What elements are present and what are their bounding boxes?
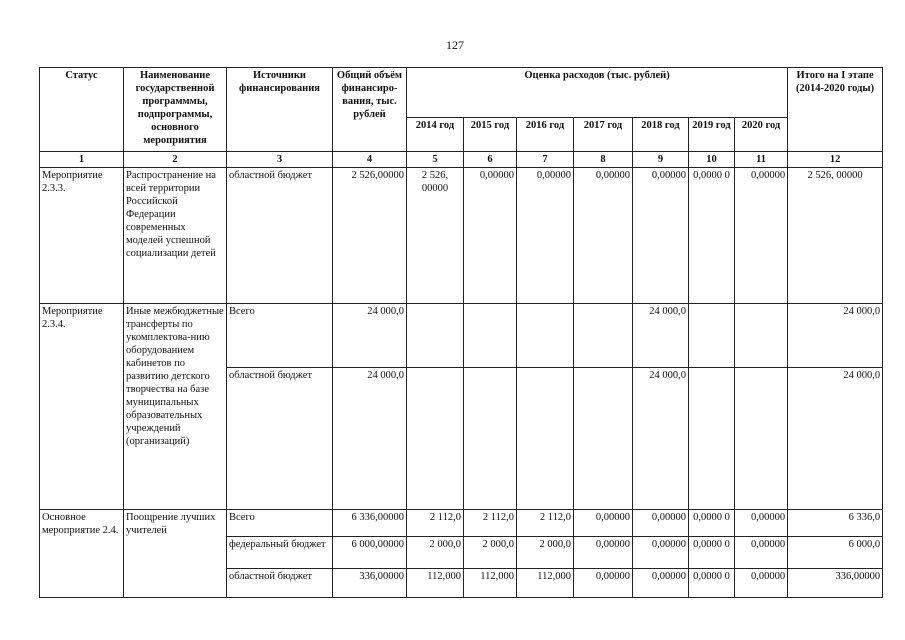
row-name: Распространение на всей территории Российской Федерации современных моделей успешной социализации детей xyxy=(124,168,227,304)
row-year-value: 2 526, 00000 xyxy=(407,168,464,304)
row-source: Всего xyxy=(227,510,333,537)
column-number: 7 xyxy=(517,152,574,168)
row-year-value: 0,00000 xyxy=(464,168,517,304)
financing-table xyxy=(39,67,883,598)
row-stage-total: 6 336,0 xyxy=(788,510,883,537)
year-header: 2019 год xyxy=(689,118,735,152)
row-year-value xyxy=(735,304,788,368)
row-year-value: 0,00000 xyxy=(735,569,788,598)
column-number: 12 xyxy=(788,152,883,168)
row-year-value xyxy=(517,368,574,510)
row-year-value: 0,00000 xyxy=(574,537,633,569)
row-status: Мероприятие 2.3.4. xyxy=(40,304,124,510)
row-year-value: 2 112,0 xyxy=(464,510,517,537)
row-total: 6 336,00000 xyxy=(333,510,407,537)
row-year-value: 24 000,0 xyxy=(633,368,689,510)
column-number: 2 xyxy=(124,152,227,168)
row-year-value xyxy=(517,304,574,368)
header-total: Общий объём финансиро-вания, тыс. рублей xyxy=(333,68,407,152)
row-total: 336,00000 xyxy=(333,569,407,598)
column-number: 8 xyxy=(574,152,633,168)
row-name: Иные межбюджетные трансферты по укомплектова-нию оборудованием кабинетов по развитию детского творчества на базе муниципальных образовательных учреждений (организаций) xyxy=(124,304,227,510)
row-year-value: 0,0000 0 xyxy=(689,168,735,304)
column-number: 6 xyxy=(464,152,517,168)
row-year-value xyxy=(407,368,464,510)
row-source: областной бюджет xyxy=(227,368,333,510)
year-header: 2014 год xyxy=(407,118,464,152)
row-year-value: 0,0000 0 xyxy=(689,569,735,598)
header-estimate: Оценка расходов (тыс. рублей) xyxy=(407,68,788,118)
row-year-value xyxy=(464,304,517,368)
row-year-value: 0,00000 xyxy=(574,569,633,598)
row-name: Поощрение лучших учителей xyxy=(124,510,227,598)
page-number: 127 xyxy=(446,38,464,52)
row-year-value xyxy=(689,304,735,368)
header-status: Статус xyxy=(40,68,124,152)
row-year-value: 112,000 xyxy=(407,569,464,598)
column-number: 9 xyxy=(633,152,689,168)
table-row xyxy=(40,510,883,537)
row-stage-total: 24 000,0 xyxy=(788,304,883,368)
row-year-value xyxy=(574,368,633,510)
row-stage-total: 2 526, 00000 xyxy=(788,168,883,304)
row-year-value: 0,00000 xyxy=(735,168,788,304)
row-year-value: 2 000,0 xyxy=(407,537,464,569)
header-stage-total: Итого на I этапе (2014-2020 годы) xyxy=(788,68,883,152)
row-year-value: 2 000,0 xyxy=(464,537,517,569)
row-year-value: 0,00000 xyxy=(574,168,633,304)
row-year-value: 0,00000 xyxy=(633,510,689,537)
row-total: 6 000,00000 xyxy=(333,537,407,569)
row-year-value xyxy=(464,368,517,510)
row-year-value: 0,00000 xyxy=(735,510,788,537)
row-year-value xyxy=(574,304,633,368)
row-year-value: 112,000 xyxy=(517,569,574,598)
row-status: Мероприятие 2.3.3. xyxy=(40,168,124,304)
row-total: 24 000,0 xyxy=(333,304,407,368)
row-year-value: 2 000,0 xyxy=(517,537,574,569)
row-year-value: 0,00000 xyxy=(633,537,689,569)
row-year-value: 0,0000 0 xyxy=(689,510,735,537)
row-year-value xyxy=(735,368,788,510)
row-total: 2 526,00000 xyxy=(333,168,407,304)
row-total: 24 000,0 xyxy=(333,368,407,510)
row-year-value: 0,00000 xyxy=(735,537,788,569)
row-year-value: 2 112,0 xyxy=(517,510,574,537)
year-header: 2017 год xyxy=(574,118,633,152)
year-header: 2016 год xyxy=(517,118,574,152)
column-number: 5 xyxy=(407,152,464,168)
row-year-value: 0,00000 xyxy=(633,168,689,304)
column-number: 4 xyxy=(333,152,407,168)
row-year-value: 0,00000 xyxy=(633,569,689,598)
column-number: 10 xyxy=(689,152,735,168)
column-number: 1 xyxy=(40,152,124,168)
table-row xyxy=(40,304,883,368)
row-stage-total: 6 000,0 xyxy=(788,537,883,569)
row-year-value xyxy=(407,304,464,368)
row-year-value: 24 000,0 xyxy=(633,304,689,368)
row-year-value: 0,00000 xyxy=(574,510,633,537)
row-source: федеральный бюджет xyxy=(227,537,333,569)
row-year-value: 112,000 xyxy=(464,569,517,598)
row-source: областной бюджет xyxy=(227,168,333,304)
column-number: 11 xyxy=(735,152,788,168)
header-row xyxy=(40,68,883,118)
row-year-value: 0,00000 xyxy=(517,168,574,304)
row-year-value xyxy=(689,368,735,510)
row-stage-total: 24 000,0 xyxy=(788,368,883,510)
row-source: Всего xyxy=(227,304,333,368)
row-status: Основное мероприятие 2.4. xyxy=(40,510,124,598)
column-number: 3 xyxy=(227,152,333,168)
row-year-value: 2 112,0 xyxy=(407,510,464,537)
row-stage-total: 336,00000 xyxy=(788,569,883,598)
column-number-row xyxy=(40,152,883,168)
header-sources: Источники финансирования xyxy=(227,68,333,152)
row-source: областной бюджет xyxy=(227,569,333,598)
year-header: 2018 год xyxy=(633,118,689,152)
header-name: Наименование государственной программмы, подпрограммы, основного мероприятия xyxy=(124,68,227,152)
year-header: 2015 год xyxy=(464,118,517,152)
table-row xyxy=(40,168,883,304)
year-header: 2020 год xyxy=(735,118,788,152)
row-year-value: 0,0000 0 xyxy=(689,537,735,569)
